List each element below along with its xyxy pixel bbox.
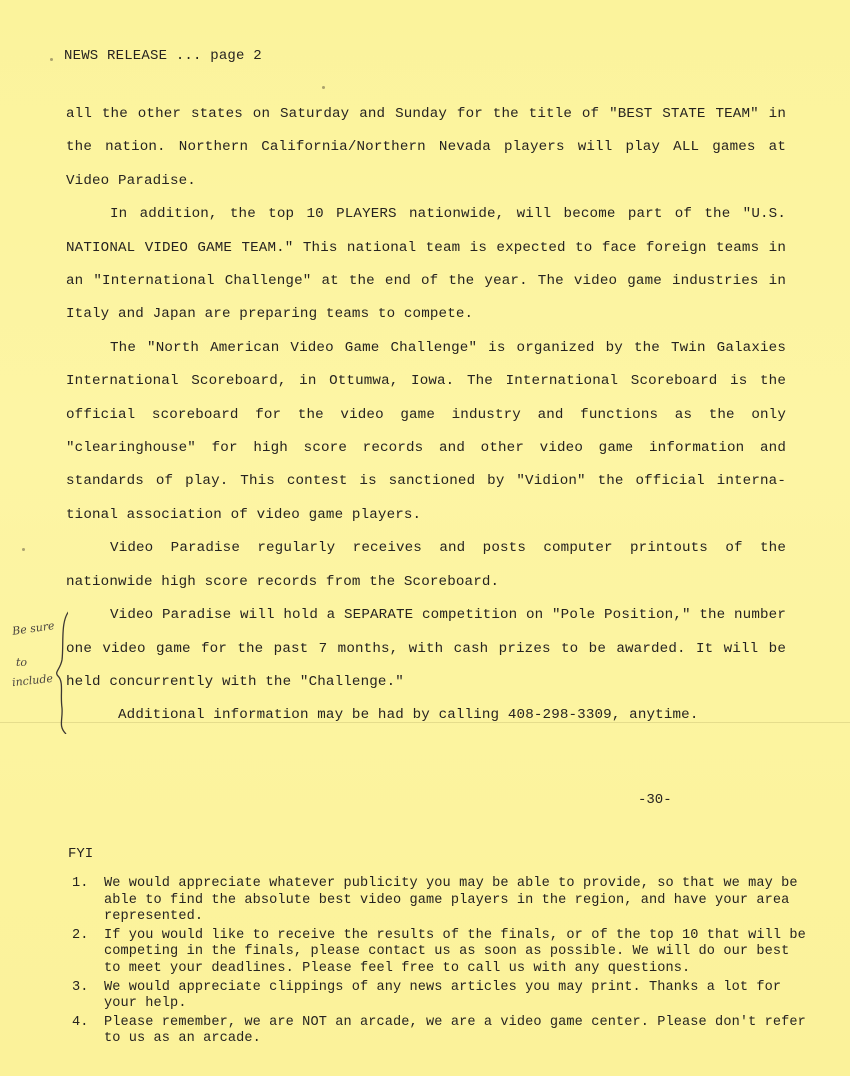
list-item xyxy=(72,876,812,926)
paper-speck xyxy=(22,548,25,551)
list-item xyxy=(72,1015,812,1048)
end-mark: -30- xyxy=(638,792,672,808)
list-item-number: 4. xyxy=(72,1014,89,1030)
margin-note-line-1: Be sure xyxy=(11,619,56,638)
paragraph-pole-position: Video Paradise will hold a SEPARATE competition on "Pole Position," the number one video game for the past 7 months, with cash prizes to be awarded. It will be held concurrently with the "Challenge." xyxy=(66,607,786,690)
fyi-label: FYI xyxy=(68,846,94,862)
list-item-text: We would appreciate clippings of any news articles you may print. Thanks a lot for your help. xyxy=(104,979,782,1012)
list-item-number: 2. xyxy=(72,927,89,943)
handwritten-margin-note xyxy=(8,618,68,738)
paragraph-organizer: The "North American Video Game Challenge" is organized by the Twin Galaxies International Scoreboard, in Ottumwa, Iowa. The International Scoreboard is the official scoreboard for the video game industry and functions as the only "clearinghouse" for high score records and other video game information and standards of play. This contest is sanctioned by "Vidion" the official interna-tional association of video game players. xyxy=(66,339,786,523)
list-item-text: If you would like to receive the results of the finals, or of the top 10 that will be competing in the finals, please contact us as soon as possible. We will do our best to meet your deadlines. Please feel free to call us with any questions. xyxy=(104,927,806,976)
paragraph-national-team: In addition, the top 10 PLAYERS nationwide, will become part of the "U.S. NATIONAL VIDEO GAME TEAM." This national team is expected to face foreign teams in an "International Challenge" at the end of the year. The video game industries in Italy and Japan are preparing teams to compete. xyxy=(66,206,786,323)
paragraph-continuation: all the other states on Saturday and Sunday for the title of "BEST STATE TEAM" in the nation. Northern California/Northern Nevada players will play ALL games at Video Paradise. xyxy=(66,106,786,189)
paper-speck xyxy=(50,58,53,61)
list-item-number: 1. xyxy=(72,876,89,891)
paragraph-contact-info: Additional information may be had by calling 408-298-3309, anytime. xyxy=(118,707,699,724)
fyi-list xyxy=(72,876,812,1050)
list-item xyxy=(72,980,812,1013)
margin-note-line-2: to xyxy=(16,656,28,669)
page-header: NEWS RELEASE ... page 2 xyxy=(64,48,262,64)
paragraph-printouts: Video Paradise regularly receives and posts computer printouts of the nationwide high score records from the Scoreboard. xyxy=(66,540,786,590)
list-item-text: We would appreciate whatever publicity you may be able to provide, so that we may be able to find the absolute best video game players in the region, and have your area represented. xyxy=(104,876,798,925)
release-body xyxy=(66,98,786,733)
paper-speck xyxy=(322,86,325,89)
list-item-number: 3. xyxy=(72,979,89,995)
margin-note-line-3: include xyxy=(11,671,54,690)
list-item xyxy=(72,928,812,978)
list-item-text: Please remember, we are NOT an arcade, we are a video game center. Please don't refer to us as an arcade. xyxy=(104,1014,806,1047)
